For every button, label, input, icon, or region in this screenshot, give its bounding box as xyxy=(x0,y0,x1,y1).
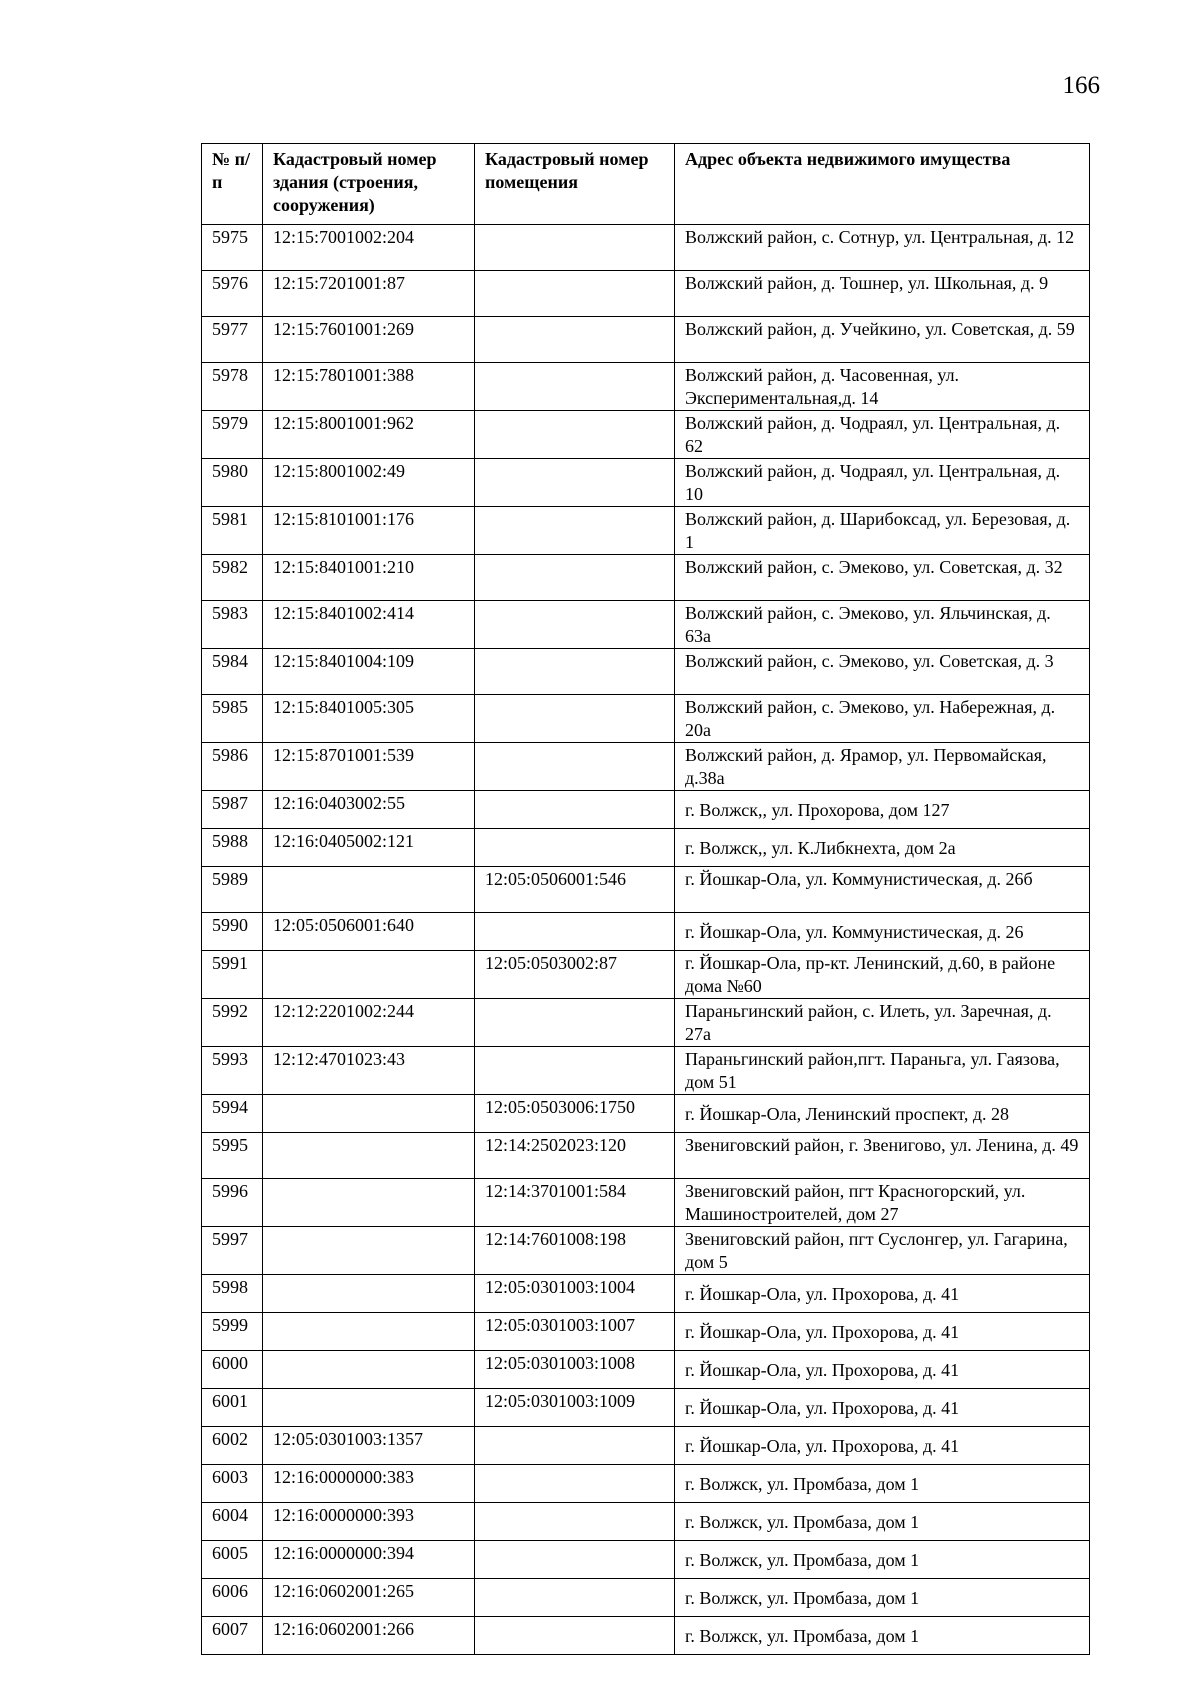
property-address: г. Йошкар-Ола, ул. Прохорова, д. 41 xyxy=(675,1389,1090,1427)
building-cadastral-number: 12:15:8401002:414 xyxy=(263,601,475,649)
building-cadastral-number: 12:15:8401001:210 xyxy=(263,555,475,601)
property-address: г. Йошкар-Ола, пр-кт. Ленинский, д.60, в районе дома №60 xyxy=(675,951,1090,999)
building-cadastral-number: 12:15:7001002:204 xyxy=(263,225,475,271)
table-row xyxy=(202,601,1090,649)
property-address: г. Волжск, ул. Промбаза, дом 1 xyxy=(675,1579,1090,1617)
room-cadastral-number xyxy=(475,1503,675,1541)
building-cadastral-number xyxy=(263,1095,475,1133)
row-number: 5982 xyxy=(202,555,263,601)
room-cadastral-number xyxy=(475,829,675,867)
table-body xyxy=(202,225,1090,1655)
row-number: 5975 xyxy=(202,225,263,271)
row-number: 6003 xyxy=(202,1465,263,1503)
table-row xyxy=(202,1275,1090,1313)
property-address: Волжский район, с. Эмеково, ул. Советская, д. 3 xyxy=(675,649,1090,695)
table-row xyxy=(202,1351,1090,1389)
building-cadastral-number: 12:05:0506001:640 xyxy=(263,913,475,951)
table-row xyxy=(202,1389,1090,1427)
row-number: 5976 xyxy=(202,271,263,317)
room-cadastral-number: 12:05:0503002:87 xyxy=(475,951,675,999)
property-address: Волжский район, д. Тошнер, ул. Школьная, д. 9 xyxy=(675,271,1090,317)
table-row xyxy=(202,363,1090,411)
row-number: 6007 xyxy=(202,1617,263,1655)
table-row xyxy=(202,743,1090,791)
building-cadastral-number: 12:15:8401004:109 xyxy=(263,649,475,695)
building-cadastral-number: 12:15:8701001:539 xyxy=(263,743,475,791)
row-number: 6001 xyxy=(202,1389,263,1427)
header-row xyxy=(202,144,1090,225)
property-address: г. Волжск,, ул. К.Либкнехта, дом 2а xyxy=(675,829,1090,867)
property-address: Волжский район, с. Эмеково, ул. Набережная, д. 20а xyxy=(675,695,1090,743)
table-row xyxy=(202,1313,1090,1351)
property-address: г. Йошкар-Ола, ул. Прохорова, д. 41 xyxy=(675,1351,1090,1389)
row-number: 6006 xyxy=(202,1579,263,1617)
room-cadastral-number: 12:05:0503006:1750 xyxy=(475,1095,675,1133)
row-number: 5992 xyxy=(202,999,263,1047)
building-cadastral-number xyxy=(263,1227,475,1275)
property-address: Волжский район, с. Эмеково, ул. Яльчинская, д. 63а xyxy=(675,601,1090,649)
room-cadastral-number xyxy=(475,913,675,951)
row-number: 5991 xyxy=(202,951,263,999)
building-cadastral-number: 12:16:0602001:265 xyxy=(263,1579,475,1617)
property-address: Параньгинский район,пгт. Параньга, ул. Гаязова, дом 51 xyxy=(675,1047,1090,1095)
building-cadastral-number: 12:15:8001002:49 xyxy=(263,459,475,507)
property-address: Волжский район, д. Шарибоксад, ул. Березовая, д. 1 xyxy=(675,507,1090,555)
row-number: 5987 xyxy=(202,791,263,829)
building-cadastral-number: 12:15:7601001:269 xyxy=(263,317,475,363)
property-address: Волжский район, с. Эмеково, ул. Советская, д. 32 xyxy=(675,555,1090,601)
room-cadastral-number xyxy=(475,1427,675,1465)
building-cadastral-number xyxy=(263,1275,475,1313)
room-cadastral-number xyxy=(475,555,675,601)
table-row xyxy=(202,225,1090,271)
property-address: Звениговский район, г. Звенигово, ул. Ленина, д. 49 xyxy=(675,1133,1090,1179)
property-address: г. Йошкар-Ола, Ленинский проспект, д. 28 xyxy=(675,1095,1090,1133)
building-cadastral-number: 12:15:8101001:176 xyxy=(263,507,475,555)
row-number: 5997 xyxy=(202,1227,263,1275)
building-cadastral-number: 12:15:8001001:962 xyxy=(263,411,475,459)
table-row xyxy=(202,317,1090,363)
property-address: г. Волжск, ул. Промбаза, дом 1 xyxy=(675,1465,1090,1503)
building-cadastral-number: 12:15:7801001:388 xyxy=(263,363,475,411)
row-number: 5985 xyxy=(202,695,263,743)
building-cadastral-number xyxy=(263,1389,475,1427)
table-row xyxy=(202,411,1090,459)
property-address: г. Йошкар-Ола, ул. Прохорова, д. 41 xyxy=(675,1427,1090,1465)
building-cadastral-number xyxy=(263,1313,475,1351)
building-cadastral-number: 12:16:0000000:394 xyxy=(263,1541,475,1579)
room-cadastral-number xyxy=(475,743,675,791)
table-row xyxy=(202,1179,1090,1227)
property-address: г. Волжск, ул. Промбаза, дом 1 xyxy=(675,1541,1090,1579)
room-cadastral-number xyxy=(475,271,675,317)
row-number: 6002 xyxy=(202,1427,263,1465)
row-number: 6000 xyxy=(202,1351,263,1389)
building-cadastral-number: 12:12:4701023:43 xyxy=(263,1047,475,1095)
property-address: Волжский район, д. Чодраял, ул. Центральная, д. 62 xyxy=(675,411,1090,459)
property-address: г. Йошкар-Ола, ул. Коммунистическая, д. 26 xyxy=(675,913,1090,951)
room-cadastral-number xyxy=(475,1541,675,1579)
row-number: 5988 xyxy=(202,829,263,867)
room-cadastral-number: 12:05:0301003:1004 xyxy=(475,1275,675,1313)
header-building-cadastral: Кадастровый номер здания (строения, сооружения) xyxy=(263,144,475,225)
room-cadastral-number xyxy=(475,1579,675,1617)
room-cadastral-number xyxy=(475,1465,675,1503)
room-cadastral-number: 12:05:0301003:1008 xyxy=(475,1351,675,1389)
building-cadastral-number xyxy=(263,1133,475,1179)
building-cadastral-number xyxy=(263,951,475,999)
row-number: 6005 xyxy=(202,1541,263,1579)
table-row xyxy=(202,1541,1090,1579)
row-number: 5986 xyxy=(202,743,263,791)
table-row xyxy=(202,1465,1090,1503)
room-cadastral-number xyxy=(475,363,675,411)
header-room-cadastral: Кадастровый номер помещения xyxy=(475,144,675,225)
room-cadastral-number xyxy=(475,507,675,555)
property-address: г. Йошкар-Ола, ул. Коммунистическая, д. 26б xyxy=(675,867,1090,913)
room-cadastral-number xyxy=(475,317,675,363)
table-row xyxy=(202,1427,1090,1465)
table-row xyxy=(202,271,1090,317)
row-number: 5998 xyxy=(202,1275,263,1313)
table-row xyxy=(202,951,1090,999)
room-cadastral-number xyxy=(475,601,675,649)
building-cadastral-number xyxy=(263,867,475,913)
table-row xyxy=(202,507,1090,555)
room-cadastral-number xyxy=(475,411,675,459)
row-number: 5993 xyxy=(202,1047,263,1095)
room-cadastral-number xyxy=(475,225,675,271)
property-address: Звениговский район, пгт Суслонгер, ул. Гагарина, дом 5 xyxy=(675,1227,1090,1275)
room-cadastral-number xyxy=(475,459,675,507)
room-cadastral-number: 12:05:0301003:1009 xyxy=(475,1389,675,1427)
room-cadastral-number xyxy=(475,695,675,743)
building-cadastral-number: 12:12:2201002:244 xyxy=(263,999,475,1047)
table-row xyxy=(202,1503,1090,1541)
room-cadastral-number: 12:05:0301003:1007 xyxy=(475,1313,675,1351)
property-address: г. Волжск, ул. Промбаза, дом 1 xyxy=(675,1617,1090,1655)
building-cadastral-number: 12:15:7201001:87 xyxy=(263,271,475,317)
table-row xyxy=(202,829,1090,867)
room-cadastral-number xyxy=(475,649,675,695)
row-number: 5977 xyxy=(202,317,263,363)
table-row xyxy=(202,1227,1090,1275)
property-address: Звениговский район, пгт Красногорский, ул. Машиностроителей, дом 27 xyxy=(675,1179,1090,1227)
building-cadastral-number: 12:15:8401005:305 xyxy=(263,695,475,743)
row-number: 5990 xyxy=(202,913,263,951)
building-cadastral-number: 12:16:0000000:393 xyxy=(263,1503,475,1541)
row-number: 5984 xyxy=(202,649,263,695)
property-address: Волжский район, д. Учейкино, ул. Советская, д. 59 xyxy=(675,317,1090,363)
row-number: 5994 xyxy=(202,1095,263,1133)
property-address: Волжский район, д. Ярамор, ул. Первомайская, д.38а xyxy=(675,743,1090,791)
property-address: Волжский район, с. Сотнур, ул. Центральная, д. 12 xyxy=(675,225,1090,271)
row-number: 5981 xyxy=(202,507,263,555)
table-row xyxy=(202,1047,1090,1095)
table-row xyxy=(202,913,1090,951)
header-address: Адрес объекта недвижимого имущества xyxy=(675,144,1090,225)
room-cadastral-number: 12:14:2502023:120 xyxy=(475,1133,675,1179)
row-number: 5999 xyxy=(202,1313,263,1351)
table-row xyxy=(202,867,1090,913)
property-address: Параньгинский район, с. Илеть, ул. Заречная, д. 27а xyxy=(675,999,1090,1047)
table-row xyxy=(202,695,1090,743)
table-row xyxy=(202,555,1090,601)
room-cadastral-number xyxy=(475,791,675,829)
row-number: 5980 xyxy=(202,459,263,507)
header-num: № п/п xyxy=(202,144,263,225)
row-number: 5995 xyxy=(202,1133,263,1179)
table-row xyxy=(202,1095,1090,1133)
room-cadastral-number xyxy=(475,999,675,1047)
table-row xyxy=(202,1579,1090,1617)
building-cadastral-number: 12:16:0000000:383 xyxy=(263,1465,475,1503)
row-number: 5989 xyxy=(202,867,263,913)
page-number: 166 xyxy=(1062,72,1100,99)
room-cadastral-number: 12:05:0506001:546 xyxy=(475,867,675,913)
table-row xyxy=(202,791,1090,829)
property-address: г. Йошкар-Ола, ул. Прохорова, д. 41 xyxy=(675,1275,1090,1313)
row-number: 5996 xyxy=(202,1179,263,1227)
table-row xyxy=(202,999,1090,1047)
building-cadastral-number: 12:16:0405002:121 xyxy=(263,829,475,867)
room-cadastral-number xyxy=(475,1617,675,1655)
building-cadastral-number xyxy=(263,1179,475,1227)
row-number: 5983 xyxy=(202,601,263,649)
table-row xyxy=(202,649,1090,695)
property-address: г. Волжск,, ул. Прохорова, дом 127 xyxy=(675,791,1090,829)
room-cadastral-number: 12:14:3701001:584 xyxy=(475,1179,675,1227)
building-cadastral-number xyxy=(263,1351,475,1389)
property-address: г. Йошкар-Ола, ул. Прохорова, д. 41 xyxy=(675,1313,1090,1351)
row-number: 6004 xyxy=(202,1503,263,1541)
row-number: 5978 xyxy=(202,363,263,411)
building-cadastral-number: 12:16:0602001:266 xyxy=(263,1617,475,1655)
room-cadastral-number: 12:14:7601008:198 xyxy=(475,1227,675,1275)
property-registry-table xyxy=(201,143,1090,1655)
row-number: 5979 xyxy=(202,411,263,459)
table-row xyxy=(202,459,1090,507)
property-address: Волжский район, д. Чодраял, ул. Центральная, д. 10 xyxy=(675,459,1090,507)
building-cadastral-number: 12:16:0403002:55 xyxy=(263,791,475,829)
table-header xyxy=(202,144,1090,225)
building-cadastral-number: 12:05:0301003:1357 xyxy=(263,1427,475,1465)
property-address: г. Волжск, ул. Промбаза, дом 1 xyxy=(675,1503,1090,1541)
property-address: Волжский район, д. Часовенная, ул. Экспериментальная,д. 14 xyxy=(675,363,1090,411)
room-cadastral-number xyxy=(475,1047,675,1095)
table-row xyxy=(202,1133,1090,1179)
table-row xyxy=(202,1617,1090,1655)
